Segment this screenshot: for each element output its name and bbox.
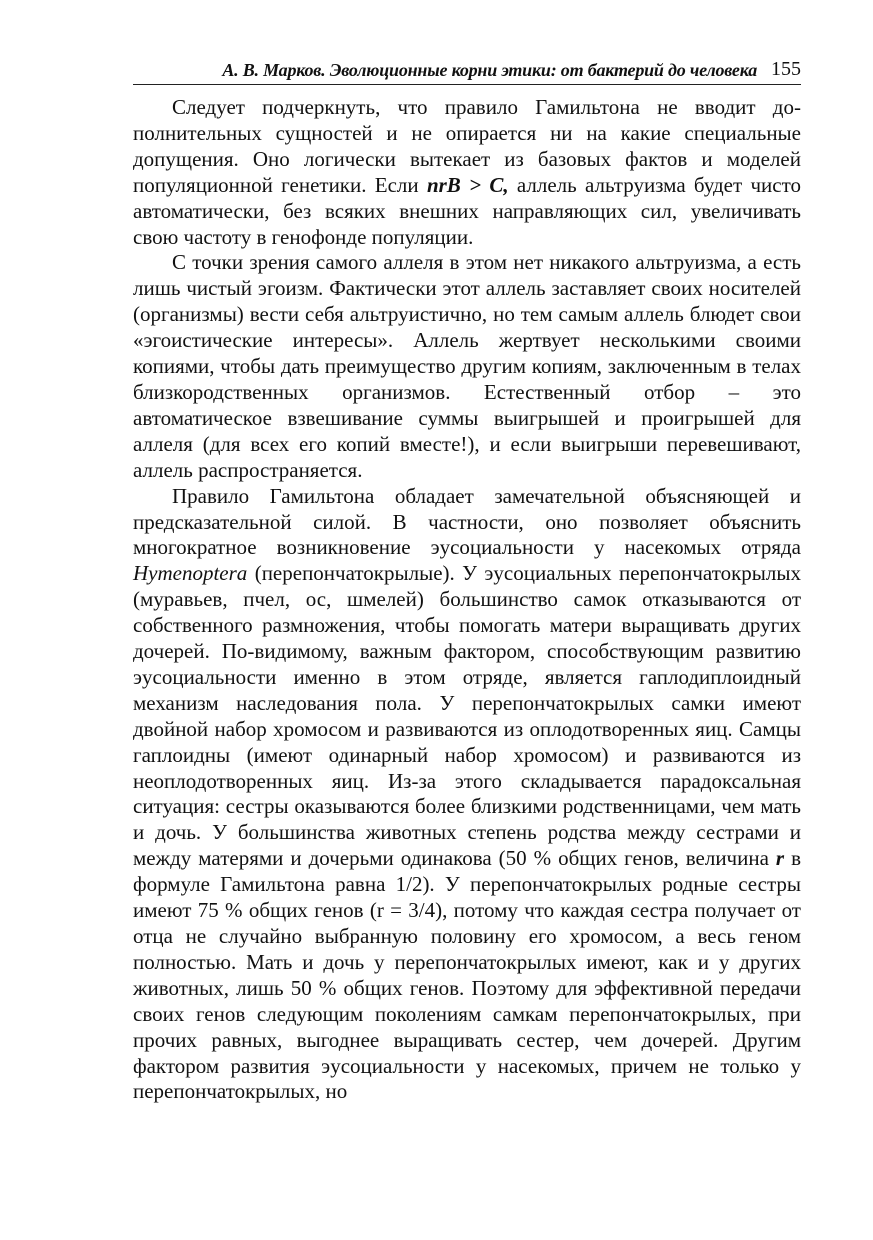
paragraph-3: [133, 484, 801, 1106]
running-header: [133, 57, 801, 85]
paragraph-1-text-a: Следует подчеркнуть, что правило Гамильтона не вводит дополнительных сущностей и не опирается ни на какие специальные допущения. Оно логически вытекает из базовых фактов и моделей популяционной генетики. Если: [133, 95, 801, 197]
hamilton-inequality: nrB > C,: [426, 172, 509, 197]
relatedness-variable: r: [775, 846, 785, 871]
paragraph-3-text-c: в формуле Гамильтона равна 1/2). У перепончатокрылых родные сестры имеют 75 % общих генов (r = 3/4), потому что каждая сестра получает от отца не случайно выбранную половину его хромосом, а весь геном полностью. Мать и дочь у перепончатокрылых имеют, как и у других животных, лишь 50 % общих генов. Поэтому для эффективной передачи своих генов следующим поколениям самкам перепончатокрылых, при прочих равных, выгоднее выращивать сестер, чем дочерей. Другим фактором развития эусоциальности у насекомых, причем не только у перепончатокрылых, но: [133, 846, 801, 1104]
paragraph-1-text-b: аллель альтруизма будет чисто автоматически, без всяких внешних направляющих сил, увеличивать свою частоту в генофонде популяции.: [133, 172, 801, 249]
paragraph-1: [133, 95, 801, 250]
paragraph-2: С точки зрения самого аллеля в этом нет никакого альтруизма, а есть лишь чистый эгоизм. Фактически этот аллель заставляет своих носителей (организмы) вести себя альтруистично, но тем самым аллель блюдет свои «эгоистические интересы». Аллель жертвует несколькими своими копиями, чтобы дать преимущество другим копиям, заключенным в телах близкородственных организмов. Естественный отбор – это автоматическое взвешивание суммы выигрышей и проигрышей для аллеля (для всех его копий вместе!), и если выигрыши перевешивают, аллель распространяется.: [133, 250, 801, 482]
taxon-name: Hymenoptera: [133, 561, 248, 586]
body-text: [133, 95, 801, 1105]
paragraph-3-text-a: Правило Гамильтона обладает замечательной объясняющей и предсказательной силой. В частности, оно позволяет объяснить многократное возникновение эусоциальности у насекомых отряда: [133, 483, 801, 560]
page-number: 155: [771, 58, 801, 80]
header-title: А. В. Марков. Эволюционные корни этики: от бактерий до человека: [222, 60, 757, 80]
paragraph-3-text-b: (перепончатокрылые). У эусоциальных перепончатокрылых (муравьев, пчел, ос, шмелей) большинство самок отказываются от собственного размножения, чтобы помогать матери выращивать других дочерей. По-видимому, важным фактором, способствующим развитию эусоциальности именно в этом отряде, является гаплодиплоидный механизм наследования пола. У перепончатокрылых самки имеют двойной набор хромосом и развиваются из оплодотворенных яиц. Самцы гаплоидны (имеют одинарный набор хромосом) и развиваются из неоплодотворенных яиц. Из-за этого складывается парадоксальная ситуация: сестры оказываются более близкими родственницами, чем мать и дочь. У большинства животных степень родства между сестрами и между матерями и дочерьми одинакова (50 % общих генов, величина: [133, 561, 801, 871]
